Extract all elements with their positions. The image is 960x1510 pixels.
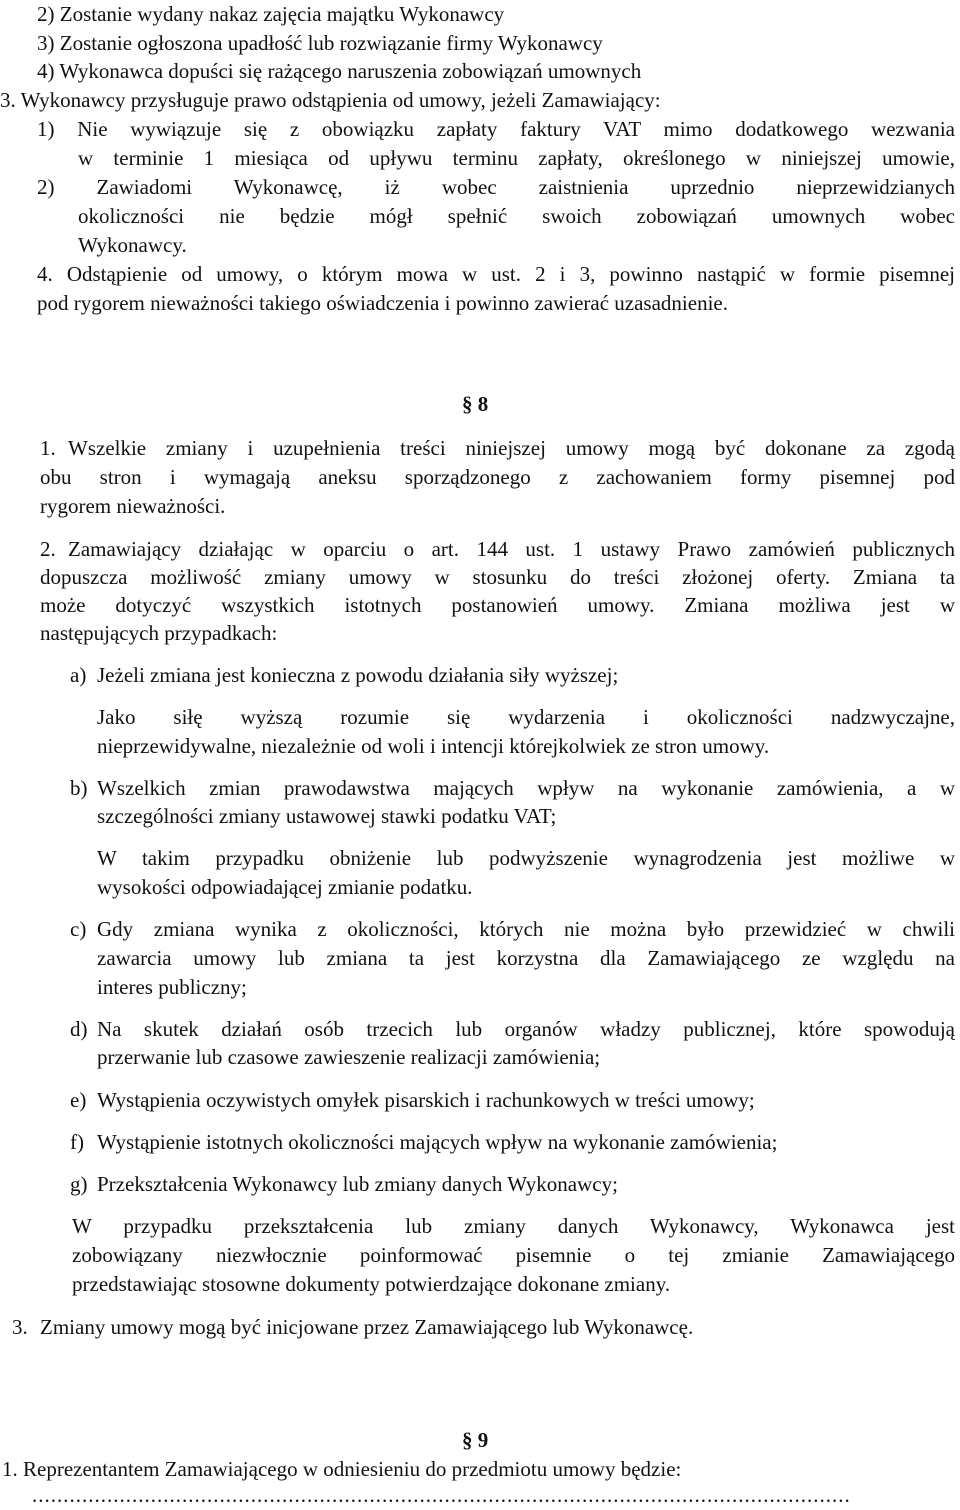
paragraph: Zmiany umowy mogą być inicjowane przez Zamawiającego lub Wykonawcę. — [40, 1315, 694, 1339]
list-item: Przekształcenia Wykonawcy lub zmiany danych Wykonawcy; — [97, 1172, 618, 1196]
fill-in-line: ................................................................................................................................... — [32, 1483, 851, 1507]
list-item: 2) Zostanie wydany nakaz zajęcia majątku Wykonawcy — [37, 2, 505, 26]
list-item: Wszelkich zmian prawodawstwa mających wpływ na wykonanie zamówienia, a w — [97, 776, 955, 800]
list-note: W takim przypadku obniżenie lub podwyższenie wynagrodzenia jest możliwe w — [97, 846, 955, 870]
list-item: interes publiczny; — [97, 975, 247, 999]
list-marker: f) — [70, 1130, 84, 1154]
list-item: Gdy zmiana wynika z okoliczności, których nie można było przewidzieć w chwili — [97, 917, 955, 941]
paragraph-number: 2. — [40, 537, 56, 561]
list-marker: b) — [70, 776, 88, 800]
paragraph: pod rygorem nieważności takiego oświadczenia i powinno zawierać uzasadnienie. — [37, 291, 728, 315]
list-item-continuation: okoliczności nie będzie mógł spełnić swoich zobowiązań umownych wobec — [78, 204, 955, 228]
list-item-continuation: Wykonawcy. — [78, 233, 187, 257]
paragraph-line: następujących przypadkach: — [40, 621, 278, 645]
paragraph: 1. Reprezentantem Zamawiającego w odniesieniu do przedmiotu umowy będzie: — [2, 1457, 682, 1481]
list-marker: c) — [70, 917, 87, 941]
list-item: Na skutek działań osób trzecich lub organów władzy publicznej, które spowodują — [97, 1017, 955, 1041]
list-item-continuation: w terminie 1 miesiąca od upływu terminu zapłaty, określonego w niniejszej umowie, — [78, 146, 955, 170]
paragraph-number: 1. — [40, 436, 56, 460]
list-marker: d) — [70, 1017, 88, 1041]
list-note: nieprzewidywalne, niezależnie od woli i intencji którejkolwiek ze stron umowy. — [97, 734, 770, 758]
list-item: Wystąpienie istotnych okoliczności mających wpływ na wykonanie zamówienia; — [97, 1130, 778, 1154]
section-heading: § 9 — [462, 1428, 489, 1452]
list-item: 1) Nie wywiązuje się z obowiązku zapłaty faktury VAT mimo dodatkowego wezwania — [37, 117, 955, 141]
list-item: 4) Wykonawca dopuści się rażącego naruszenia zobowiązań umownych — [37, 59, 642, 83]
section-heading: § 8 — [462, 392, 489, 416]
paragraph-line: rygorem nieważności. — [40, 494, 226, 518]
paragraph: 4. Odstąpienie od umowy, o którym mowa w ust. 2 i 3, powinno nastąpić w formie pisemnej — [37, 262, 955, 286]
list-item: 2) Zawiadomi Wykonawcę, iż wobec zaistnienia uprzednio nieprzewidzianych — [37, 175, 955, 199]
paragraph-line: może dotyczyć wszystkich istotnych postanowień umowy. Zmiana możliwa jest w — [40, 593, 955, 617]
list-marker: a) — [70, 663, 87, 687]
list-note: wysokości odpowiadającej zmianie podatku. — [97, 875, 473, 899]
list-marker: g) — [70, 1172, 88, 1196]
list-item: Wystąpienia oczywistych omyłek pisarskich i rachunkowych w treści umowy; — [97, 1088, 755, 1112]
list-item: przerwanie lub czasowe zawieszenie realizacji zamówienia; — [97, 1045, 601, 1069]
paragraph-line: dopuszcza możliwość zmiany umowy w stosunku do treści złożonej oferty. Zmiana ta — [40, 565, 955, 589]
paragraph-number: 3. — [12, 1315, 28, 1339]
list-note: zobowiązany niezwłocznie poinformować pisemnie o tej zmianie Zamawiającego — [72, 1243, 955, 1267]
list-item: szczególności zmiany ustawowej stawki podatku VAT; — [97, 804, 557, 828]
paragraph: Wszelkie zmiany i uzupełnienia treści niniejszej umowy mogą być dokonane za zgodą — [68, 436, 955, 460]
list-item: zawarcia umowy lub zmiana ta jest korzystna dla Zamawiającego ze względu na — [97, 946, 955, 970]
list-item: Jeżeli zmiana jest konieczna z powodu działania siły wyższej; — [97, 663, 619, 687]
list-item: 3) Zostanie ogłoszona upadłość lub rozwiązanie firmy Wykonawcy — [37, 31, 603, 55]
paragraph: 3. Wykonawcy przysługuje prawo odstąpienia od umowy, jeżeli Zamawiający: — [0, 88, 661, 112]
list-note: Jako siłę wyższą rozumie się wydarzenia i okoliczności nadzwyczajne, — [97, 705, 955, 729]
list-marker: e) — [70, 1088, 87, 1112]
list-note: przedstawiając stosowne dokumenty potwierdzające dokonane zmiany. — [72, 1272, 671, 1296]
list-note: W przypadku przekształcenia lub zmiany danych Wykonawcy, Wykonawca jest — [72, 1214, 955, 1238]
paragraph-line: obu stron i wymagają aneksu sporządzonego z zachowaniem formy pisemnej pod — [40, 465, 955, 489]
paragraph: Zamawiający działając w oparciu o art. 144 ust. 1 ustawy Prawo zamówień publicznych — [68, 537, 955, 561]
